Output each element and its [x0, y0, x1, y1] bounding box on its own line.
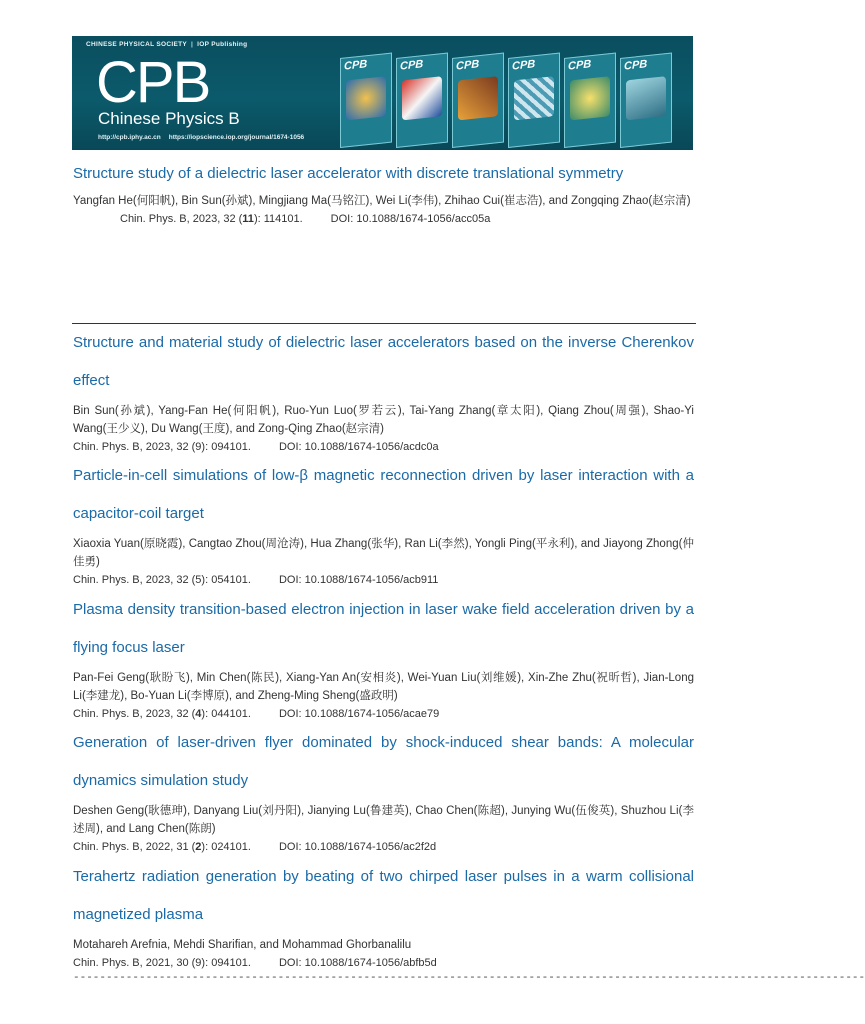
article-title[interactable]: Plasma density transition-based electron injection in laser wake field acceleration driven by a flying focus laser — [73, 601, 694, 656]
citation-pages: ): 114101. — [253, 213, 303, 225]
banner-links — [98, 134, 312, 141]
doi-link[interactable]: 10.1088/1674-1056/acae79 — [304, 708, 440, 720]
doi-link[interactable]: 10.1088/1674-1056/acb911 — [304, 574, 439, 586]
citation-issue: 9 — [195, 957, 202, 969]
citation-issue: 2 — [195, 841, 202, 853]
iop-url[interactable]: https://iopscience.iop.org/journal/1674-1056 — [168, 134, 305, 141]
journal-logo: CPB — [96, 50, 210, 115]
citation-issue: 5 — [195, 574, 202, 586]
article-title[interactable]: Particle-in-cell simulations of low-β magnetic reconnection driven by laser interaction with a capacitor-coil target — [73, 467, 694, 522]
doi-link[interactable]: 10.1088/1674-1056/acdc0a — [304, 441, 439, 453]
article-entry — [73, 324, 694, 456]
article-title[interactable]: Structure study of a dielectric laser accelerator with discrete translational symmetry — [73, 165, 624, 182]
article-citation — [73, 838, 694, 856]
article-entry — [73, 164, 694, 228]
journal-cover: CPB — [452, 53, 504, 148]
article-authors: Xiaoxia Yuan(原晓霞), Cangtao Zhou(周沧涛), Hua Zhang(张华), Ran Li(李然), Yongli Ping(平永利), and Jiayong Zhong(仲佳勇) — [73, 538, 694, 568]
article-citation — [73, 210, 694, 228]
journal-url[interactable]: http://cpb.iphy.ac.cn — [98, 134, 161, 141]
article-citation — [73, 705, 694, 723]
citation-pages: ): 044101. — [201, 708, 251, 720]
citation-pages: ): 094101. — [201, 441, 251, 453]
citation-pages: ): 094101. — [201, 957, 251, 969]
citation-issue: 4 — [195, 708, 202, 720]
article-title[interactable]: Structure and material study of dielectric laser accelerators based on the inverse Cherenkov effect — [73, 334, 694, 389]
journal-cover: CPB — [508, 53, 560, 148]
cover-gallery — [340, 58, 680, 150]
citation-pages: ): 024101. — [201, 841, 251, 853]
citation-journal: Chin. Phys. B, 2023, 32 ( — [120, 213, 243, 225]
citation-issue: 9 — [195, 441, 202, 453]
article-entry — [73, 591, 694, 723]
article-citation — [73, 571, 694, 589]
citation-journal: Chin. Phys. B, 2023, 32 ( — [73, 708, 196, 720]
article-authors: Bin Sun(孙斌), Yang-Fan He(何阳帆), Ruo-Yun Luo(罗若云), Tai-Yang Zhang(章太阳), Qiang Zhou(周强), Shao-Yi Wang(王少义), Du Wang(王度), and Zong-Qing Zhao(赵宗清) — [73, 405, 694, 435]
journal-banner — [72, 36, 693, 150]
article-title[interactable]: Terahertz radiation generation by beating of two chirped laser pulses in a warm collisional magnetized plasma — [73, 868, 694, 923]
citation-journal: Chin. Phys. B, 2021, 30 ( — [73, 957, 196, 969]
doi-label: DOI: — [330, 213, 354, 225]
article-authors: Motahareh Arefnia, Mehdi Sharifian, and Mohammad Ghorbanalilu — [73, 939, 412, 951]
citation-journal: Chin. Phys. B, 2023, 32 ( — [73, 574, 196, 586]
citation-journal: Chin. Phys. B, 2023, 32 ( — [73, 441, 196, 453]
doi-link[interactable]: 10.1088/1674-1056/ac2f2d — [304, 841, 437, 853]
article-authors: Yangfan He(何阳帆), Bin Sun(孙斌), Mingjiang Ma(马铭江), Wei Li(李伟), Zhihao Cui(崔志浩), and Zongqing Zhao(赵宗清) — [73, 195, 691, 207]
article-entry — [73, 457, 694, 589]
article-citation — [73, 438, 694, 456]
doi-link[interactable]: 10.1088/1674-1056/acc05a — [356, 213, 491, 225]
doi-label: DOI: — [278, 708, 302, 720]
society-name: CHINESE PHYSICAL SOCIETY — [86, 41, 187, 48]
banner-publishers: CHINESE PHYSICAL SOCIETY | IOP Publishing — [86, 41, 248, 48]
article-entry — [73, 724, 694, 856]
journal-cover: CPB — [620, 53, 672, 148]
citation-journal: Chin. Phys. B, 2022, 31 ( — [73, 841, 196, 853]
doi-label: DOI: — [278, 574, 302, 586]
doi-label: DOI: — [278, 441, 302, 453]
journal-cover: CPB — [564, 53, 616, 148]
article-title[interactable]: Generation of laser-driven flyer dominated by shock-induced shear bands: A molecular dynamics simulation study — [73, 734, 694, 789]
journal-cover: CPB — [340, 53, 392, 148]
doi-link[interactable]: 10.1088/1674-1056/abfb5d — [304, 957, 437, 969]
citation-issue: 11 — [242, 213, 254, 225]
journal-name: Chinese Physics B — [98, 109, 240, 128]
article-entry — [73, 858, 694, 972]
article-citation — [73, 954, 694, 972]
article-authors: Deshen Geng(耿德珅), Danyang Liu(刘丹阳), Jianying Lu(鲁建英), Chao Chen(陈超), Junying Wu(伍俊英), Shuzhou Li(李述周), and Lang Chen(陈朗) — [73, 805, 694, 835]
journal-cover: CPB — [396, 53, 448, 148]
citation-pages: ): 054101. — [201, 574, 251, 586]
dashed-separator: ------------------------------------------------------------------------------------------------------------------------ — [73, 972, 865, 984]
doi-label: DOI: — [278, 957, 302, 969]
article-authors: Pan-Fei Geng(耿盼飞), Min Chen(陈民), Xiang-Yan An(安相炎), Wei-Yuan Liu(刘维媛), Xin-Zhe Zhu(祝昕哲), Jian-Long Li(李建龙), Bo-Yuan Li(李博原), and Zheng-Ming Sheng(盛政明) — [73, 672, 694, 702]
doi-label: DOI: — [278, 841, 302, 853]
publisher-name: IOP Publishing — [197, 41, 248, 48]
